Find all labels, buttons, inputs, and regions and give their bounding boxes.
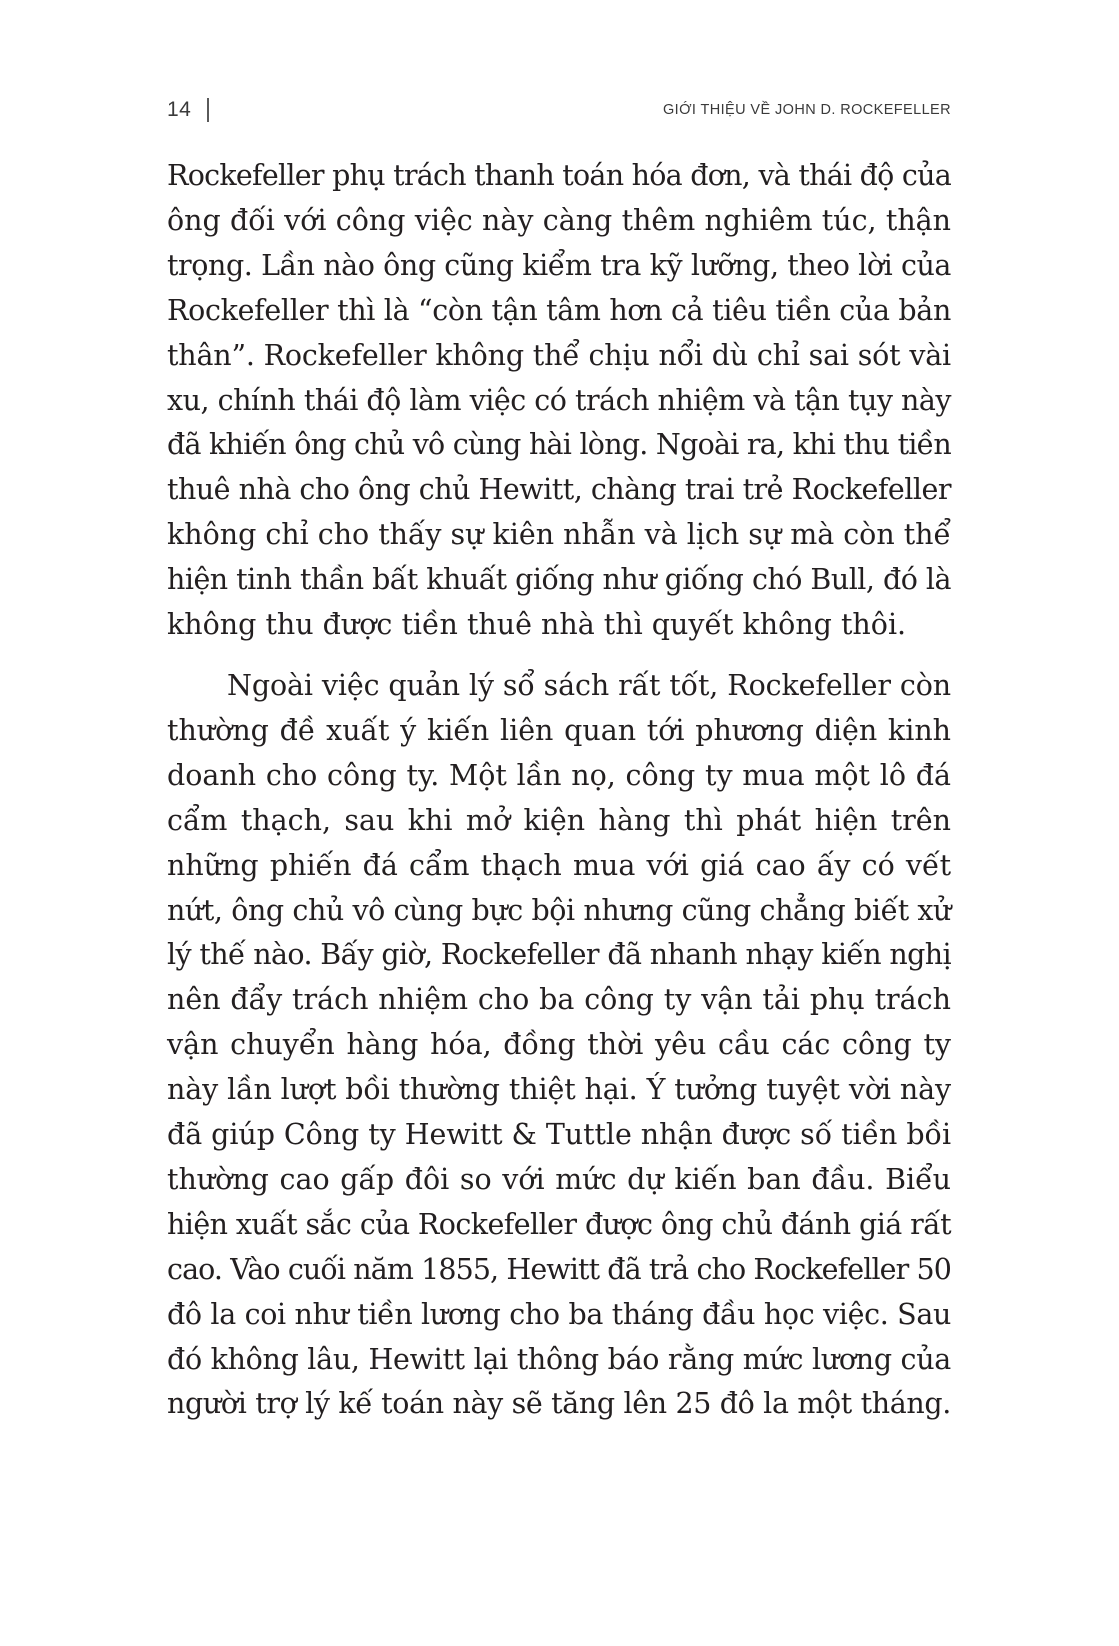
text-line: không chỉ cho thấy sự kiên nhẫn và lịch sự mà còn thể	[167, 518, 951, 552]
text-line: đô la coi như tiền lương cho ba tháng đầu học việc. Sau	[167, 1297, 951, 1331]
text-line: này lần lượt bồi thường thiệt hại. Ý tưởng tuyệt vời này	[167, 1073, 951, 1107]
body-text	[167, 154, 951, 1427]
text-line: đã giúp Công ty Hewitt & Tuttle nhận được số tiền bồi	[167, 1118, 952, 1152]
paragraph-1	[167, 154, 951, 648]
text-line: vận chuyển hàng hóa, đồng thời yêu cầu các công ty	[167, 1028, 951, 1062]
page-header	[167, 94, 951, 126]
text-line: ông đối với công việc này càng thêm nghiêm túc, thận	[167, 203, 952, 237]
text-line: hiện xuất sắc của Rockefeller được ông chủ đánh giá rất	[167, 1207, 952, 1241]
paragraph-2	[167, 664, 951, 1427]
text-line: đã khiến ông chủ vô cùng hài lòng. Ngoài ra, khi thu tiền	[167, 428, 952, 462]
text-line: doanh cho công ty. Một lần nọ, công ty mua một lô đá	[167, 758, 951, 792]
text-line: xu, chính thái độ làm việc có trách nhiệm và tận tụy này	[167, 383, 951, 417]
text-line: cao. Vào cuối năm 1855, Hewitt đã trả cho Rockefeller 50	[167, 1252, 952, 1286]
text-line: thường cao gấp đôi so với mức dự kiến ban đầu. Biểu	[167, 1162, 952, 1196]
running-title: GIỚI THIỆU VỀ JOHN D. ROCKEFELLER	[662, 102, 951, 118]
text-line: lý thế nào. Bấy giờ, Rockefeller đã nhanh nhạy kiến nghị	[167, 938, 951, 972]
text-line: Rockefeller thì là “còn tận tâm hơn cả tiêu tiền của bản	[167, 293, 952, 327]
header-divider	[207, 98, 209, 122]
text-line: nứt, ông chủ vô cùng bực bội nhưng cũng chẳng biết xử	[167, 893, 951, 927]
text-line: cẩm thạch, sau khi mở kiện hàng thì phát hiện trên	[167, 803, 952, 837]
text-line: thuê nhà cho ông chủ Hewitt, chàng trai trẻ Rockefeller	[167, 473, 952, 507]
page-number: 14	[167, 98, 192, 121]
text-line: thường đề xuất ý kiến liên quan tới phương diện kinh	[167, 713, 952, 747]
text-line: người trợ lý kế toán này sẽ tăng lên 25 đô la một tháng.	[167, 1387, 951, 1421]
page-number-block	[167, 98, 209, 122]
text-line: thân”. Rockefeller không thể chịu nổi dù chỉ sai sót vài	[167, 338, 951, 372]
text-line: không thu được tiền thuê nhà thì quyết không thôi.	[167, 608, 907, 642]
text-line: những phiến đá cẩm thạch mua với giá cao ấy có vết	[167, 848, 952, 882]
text-line: hiện tinh thần bất khuất giống như giống chó Bull, đó là	[167, 563, 952, 597]
text-line: nên đẩy trách nhiệm cho ba công ty vận tải phụ trách	[167, 983, 951, 1017]
text-line: trọng. Lần nào ông cũng kiểm tra kỹ lưỡng, theo lời của	[167, 248, 952, 282]
text-line: Rockefeller phụ trách thanh toán hóa đơn, và thái độ của	[167, 159, 952, 192]
text-line: đó không lâu, Hewitt lại thông báo rằng mức lương của	[167, 1342, 951, 1376]
text-line: Ngoài việc quản lý sổ sách rất tốt, Rockefeller còn	[227, 668, 951, 702]
